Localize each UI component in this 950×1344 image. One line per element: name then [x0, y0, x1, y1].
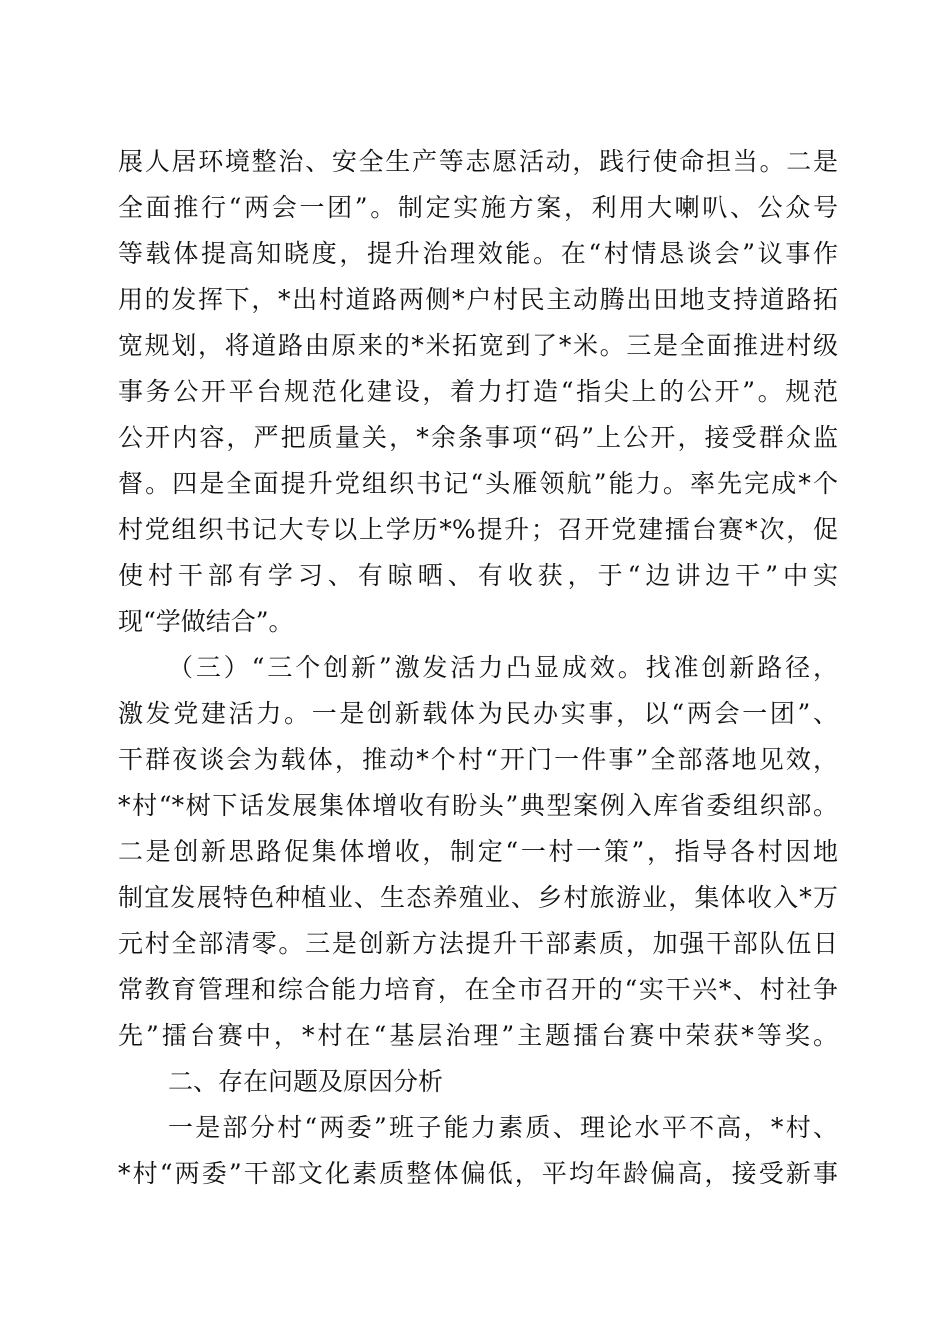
text-line: 事务公开平台规范化建设，着力打造“指尖上的公开”。规范: [118, 377, 838, 406]
text-line: 村党组织书记大专以上学历*%提升；召开党建擂台赛*次，促: [118, 515, 838, 544]
text-line: *村“两委”干部文化素质整体偏低，平均年龄偏高，接受新事: [118, 1159, 838, 1188]
text-line: 常教育管理和综合能力培育，在全市召开的“实干兴*、村社争: [118, 975, 838, 1004]
text-line: 一是部分村“两委”班子能力素质、理论水平不高，*村、: [168, 1113, 838, 1142]
text-line: 干群夜谈会为载体，推动*个村“开门一件事”全部落地见效，: [118, 745, 838, 774]
text-line: 展人居环境整治、安全生产等志愿活动，践行使命担当。二是: [118, 147, 838, 176]
text-line: 制宜发展特色种植业、生态养殖业、乡村旅游业，集体收入*万: [118, 883, 838, 912]
text-line: 等载体提高知晓度，提升治理效能。在“村情恳谈会”议事作: [118, 239, 838, 268]
text-line: 使村干部有学习、有晾晒、有收获，于“边讲边干”中实: [118, 561, 838, 590]
text-line: 现“学做结合”。: [118, 607, 294, 636]
text-line: *村“*树下话发展集体增收有盼头”典型案例入库省委组织部。: [118, 791, 838, 820]
text-line: 用的发挥下，*出村道路两侧*户村民主动腾出田地支持道路拓: [118, 285, 838, 314]
text-line: 宽规划，将道路由原来的*米拓宽到了*米。三是全面推进村级: [118, 331, 838, 360]
section-heading-three-innovations: （三）“三个创新”激发活力凸显成效。找准创新路径，: [168, 653, 838, 682]
text-line: 激发党建活力。一是创新载体为民办实事，以“两会一团”、: [118, 699, 838, 728]
text-line: 二是创新思路促集体增收，制定“一村一策”，指导各村因地: [118, 837, 838, 866]
text-line: 公开内容，严把质量关，*余条事项“码”上公开，接受群众监: [118, 423, 838, 452]
text-line: 先”擂台赛中，*村在“基层治理”主题擂台赛中荣获*等奖。: [118, 1021, 838, 1050]
text-line: 元村全部清零。三是创新方法提升干部素质，加强干部队伍日: [118, 929, 838, 958]
section-heading-problems: 二、存在问题及原因分析: [168, 1067, 444, 1096]
text-line: 全面推行“两会一团”。制定实施方案，利用大喇叭、公众号: [118, 193, 838, 222]
text-line: 督。四是全面提升党组织书记“头雁领航”能力。率先完成*个: [118, 469, 838, 498]
